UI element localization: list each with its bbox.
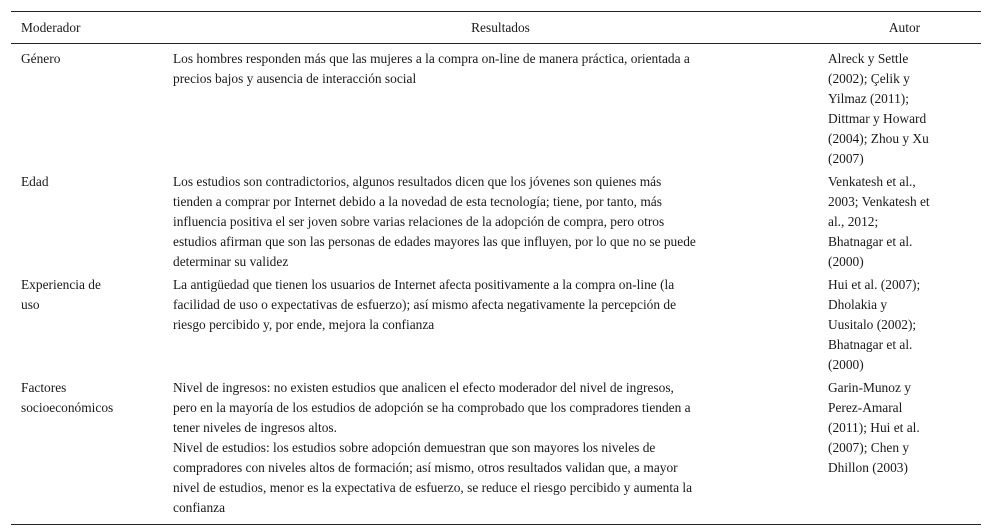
cell-resultados-line: Los estudios son contradictorios, algunos resultados dicen que los jóvenes son quienes más [173,174,662,189]
cell-autor-line: Dholakia y [828,297,888,312]
cell-moderador [11,375,173,525]
cell-moderador-line: socioeconómicos [21,400,114,415]
cell-moderador-line: Género [21,51,61,66]
header-row [11,12,981,44]
cell-resultados-line: facilidad de uso o expectativas de esfuerzo); así mismo afecta negativamente la percepción de [173,297,677,312]
table-row [11,272,981,375]
cell-autor-line: al., 2012; [828,214,879,229]
cell-autor-line: Bhatnagar et al. [828,337,913,352]
cell-resultados-line: Nivel de ingresos: no existen estudios que analicen el efecto moderador del nivel de ingresos, [173,380,674,395]
header-resultados: Resultados [471,20,530,35]
moderators-table [11,11,981,525]
table-body [11,44,981,525]
cell-resultados-line: Los hombres responden más que las mujeres a la compra on-line de manera práctica, orientada a [173,51,690,66]
cell-resultados-line: La antigüedad que tienen los usuarios de Internet afecta positivamente a la compra on-line (la [173,277,675,292]
cell-resultados-line: Nivel de estudios: los estudios sobre adopción demuestran que son mayores los niveles de [173,440,656,455]
cell-autor [828,169,981,272]
cell-autor-line: Bhatnagar et al. [828,234,913,249]
cell-moderador [11,272,173,375]
cell-autor-line: Hui et al. (2007); [828,277,921,292]
cell-autor-line: Yilmaz (2011); [828,91,909,106]
cell-autor-line: (2000) [828,357,864,372]
header-autor: Autor [888,20,921,35]
cell-autor-line: (2007) [828,151,864,166]
cell-autor-line: 2003; Venkatesh et [828,194,930,209]
cell-autor-line: Dittmar y Howard [828,111,927,126]
moderators-table-container [11,11,981,525]
cell-moderador [11,169,173,272]
cell-resultados-line: determinar su validez [173,254,289,269]
cell-resultados [173,272,828,375]
cell-resultados-line: influencia positiva el ser joven sobre varias relaciones de la adopción de compra, pero otros [173,214,665,229]
cell-autor-line: (2002); Çelik y [828,71,910,86]
cell-resultados [173,375,828,525]
cell-autor [828,44,981,170]
cell-resultados-line: tienden a comprar por Internet debido a la novedad de esta tecnología; tiene, por tanto, más [173,194,662,209]
cell-resultados [173,44,828,170]
cell-resultados-line: riesgo percibido y, por ende, mejora la confianza [173,317,435,332]
cell-autor [828,375,981,525]
cell-resultados-line: compradores con niveles altos de formación; así mismo, otros resultados validan que, a mayor [173,460,678,475]
cell-resultados-line: pero en la mayoría de los estudios de adopción se ha comprobado que los compradores tienden a [173,400,691,415]
cell-autor-line: Dhillon (2003) [828,460,908,475]
cell-resultados-line: tener niveles de ingresos altos. [173,420,337,435]
cell-moderador-line: uso [21,297,40,312]
cell-autor-line: Uusitalo (2002); [828,317,917,332]
table-row [11,44,981,170]
cell-moderador-line: Experiencia de [21,277,101,292]
cell-autor-line: Garin-Munoz y [828,380,911,395]
table-header [11,12,981,44]
table-row [11,169,981,272]
cell-resultados-line: estudios afirman que son las personas de edades mayores las que influyen, por lo que no se puede [173,234,696,249]
cell-autor-line: Perez-Amaral [828,400,903,415]
cell-autor-line: (2000) [828,254,864,269]
cell-moderador-line: Factores [21,380,67,395]
cell-autor-line: (2004); Zhou y Xu [828,131,929,146]
cell-resultados-line: confianza [173,500,226,515]
cell-moderador-line: Edad [21,174,49,189]
cell-autor [828,272,981,375]
cell-resultados [173,169,828,272]
cell-autor-line: Venkatesh et al., [828,174,916,189]
cell-resultados-line: precios bajos y ausencia de interacción social [173,71,417,86]
cell-resultados-line: nivel de estudios, menor es la expectativa de esfuerzo, se reduce el riesgo percibido y aumenta la [173,480,693,495]
table-row [11,375,981,525]
cell-autor-line: Alreck y Settle [828,51,909,66]
cell-autor-line: (2011); Hui et al. [828,420,920,435]
cell-autor-line: (2007); Chen y [828,440,910,455]
cell-moderador [11,44,173,170]
header-moderador: Moderador [21,20,81,35]
